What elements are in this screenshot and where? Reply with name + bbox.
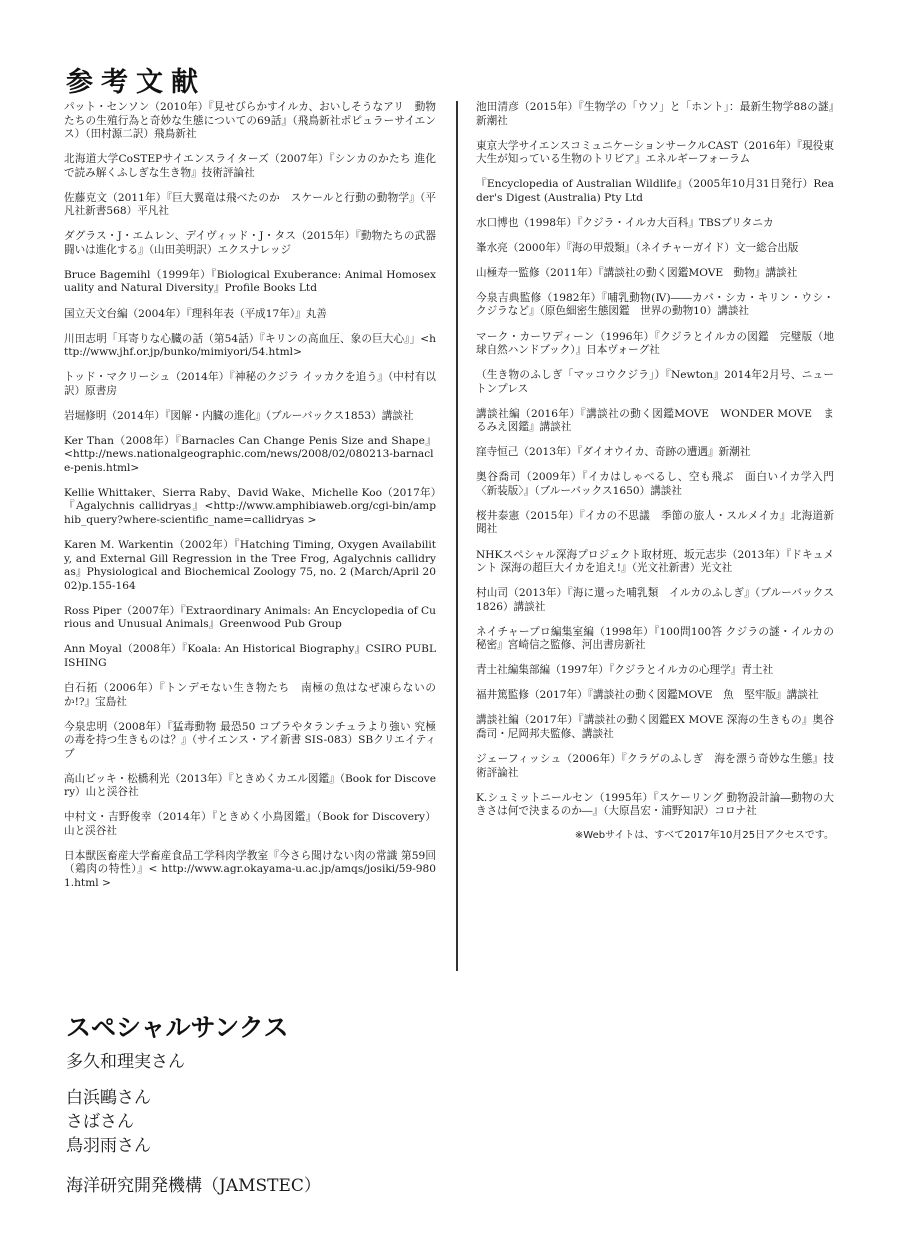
special-thanks-list — [66, 1050, 321, 1198]
reference-entry: 今泉吉典監修（1982年）『哺乳動物(Ⅳ)――カバ・シカ・キリン・ウシ・クジラなど』（原色細密生態図鑑 世界の動物10）講談社 — [476, 291, 834, 318]
references-right-column — [476, 101, 834, 843]
thanks-name: さばさん — [66, 1112, 134, 1132]
reference-entry: 村山司（2013年）『海に還った哺乳類 イルカのふしぎ』（ブルーバックス1826）講談社 — [476, 587, 834, 613]
reference-entry: 山極寿一監修（2011年）『講談社の動く図鑑MOVE 動物』講談社 — [476, 266, 798, 279]
reference-entry: Ross Piper（2007年）『Extraordinary Animals: An Encyclopedia of Curious and Unusual Animals』Greenwood Pub Group — [64, 604, 436, 631]
reference-entry: 東京大学サイエンスコミュニケーションサークルCAST（2016年）『現役東大生が知っている生物のトリビア』エネルギーフォーラム — [476, 139, 834, 166]
special-thanks-heading: スペシャルサンクス — [66, 1013, 289, 1042]
references-left-column — [64, 101, 447, 902]
reference-entry: 池田清彦（2015年）『生物学の「ウソ」と「ホント」：最新生物学88の謎』新潮社 — [476, 101, 834, 127]
reference-entry: 福井篤監修（2017年）『講談社の動く図鑑MOVE 魚 堅牢版』講談社 — [476, 689, 819, 702]
reference-entry: 岩堀修明（2014年）『図解・内臓の進化』（ブルーバックス1853）講談社 — [64, 409, 414, 422]
reference-entry: 窪寺恒己（2013年）『ダイオウイカ、奇跡の遭遇』新潮社 — [476, 446, 751, 459]
reference-entry: 青土社編集部編（1997年）『クジラとイルカの心理学』青土社 — [476, 664, 774, 677]
reference-entry: NHKスペシャル深海プロジェクト取材班、坂元志歩（2013年）『ドキュメント 深海の超巨大イカを追え!』（光文社新書）光文社 — [476, 548, 834, 575]
reference-entry: 峯水亮（2000年）『海の甲殻類』（ネイチャーガイド）文一総合出版 — [476, 241, 799, 254]
reference-entry: 今泉忠明（2008年）『猛毒動物 最恐50 コブラやタランチュラより強い 究極の毒を持つ生きものは？』（サイエンス・アイ新書 SIS-083）SBクリエイティブ — [64, 720, 436, 760]
reference-entry: Bruce Bagemihl（1999年）『Biological Exuberance: Animal Homosexuality and Natural Diversity』Profile Books Ltd — [64, 268, 436, 295]
reference-entry: Ker Than（2008年）『Barnacles Can Change Penis Size and Shape』<http://news.nationalgeographic.com/news/2008/02/080213-barnacle-penis.html> — [64, 434, 436, 474]
reference-entry: 桜井泰憲（2015年）『イカの不思議 季節の旅人・スルメイカ』北海道新聞社 — [476, 509, 834, 536]
reference-entry: 高山ビッキ・松橋利光（2013年）『ときめくカエル図鑑』（Book for Discovery）山と渓谷社 — [64, 772, 436, 799]
reference-entry: 奥谷喬司（2009年）『イカはしゃべるし、空も飛ぶ 面白いイカ学入門〈新装版〉』（ブルーバックス1650）講談社 — [476, 471, 834, 497]
reference-entry: 北海道大学CoSTEPサイエンスライターズ（2007年）『シンカのかたち 進化で読み解くふしぎな生き物』技術評論社 — [64, 153, 436, 179]
reference-entry: 川田志明「耳寄りな心臓の話（第54話）『キリンの高血圧、象の巨大心』」<http://www.jhf.or.jp/bunko/mimiyori/54.html> — [64, 332, 436, 359]
reference-entry: K.シュミットニールセン（1995年）『スケーリング 動物設計論―動物の大きさは何で決まるのか―』（大原昌宏・浦野知訳）コロナ社 — [476, 791, 834, 818]
reference-entry: 国立天文台編（2004年）『理科年表（平成17年）』丸善 — [64, 307, 327, 320]
column-divider — [456, 101, 458, 971]
thanks-name: 多久和理実さん — [66, 1052, 185, 1072]
reference-entry: ネイチャープロ編集室編（1998年）『100問100答 クジラの謎・イルカの秘密』宮崎信之監修、河出書房新社 — [476, 625, 834, 652]
thanks-name: 白浜鷗さん — [66, 1088, 151, 1108]
reference-entry: 『Encyclopedia of Australian Wildlife』（2005年10月31日発行）Reader's Digest (Australia) Pty Ltd — [476, 178, 834, 204]
reference-entry: 講談社編（2017年）『講談社の動く図鑑EX MOVE 深海の生きもの』奥谷喬司・尼岡邦夫監修、講談社 — [476, 714, 834, 740]
reference-entry: 日本獣医畜産大学畜産食品工学科肉学教室『今さら聞けない肉の常識 第59回（鶏肉の特性）』< http://www.agr.okayama-u.ac.jp/amqs/josiki/59-9801.html > — [64, 849, 436, 889]
reference-entry: 白石拓（2006年）『トンデモない生き物たち 南極の魚はなぜ凍らないのか!?』宝島社 — [64, 681, 436, 708]
thanks-name: 鳥羽雨さん — [66, 1136, 151, 1156]
reference-entry: Kellie Whittaker、Sierra Raby、David Wake、Michelle Koo（2017年）『Agalychnis callidryas』<http://www.amphibiaweb.org/cgi-bin/amphib_query?where-scientific_name=callidryas > — [64, 486, 436, 527]
reference-entry: ジェーフィッシュ（2006年）『クラゲのふしぎ 海を漂う奇妙な生態』技術評論社 — [476, 753, 834, 779]
reference-entry: 佐藤克文（2011年）『巨大翼竜は飛べたのか スケールと行動の動物学』（平凡社新書568）平凡社 — [64, 191, 436, 218]
reference-entry: 水口博也（1998年）『クジラ・イルカ大百科』TBSブリタニカ — [476, 216, 774, 229]
reference-entry: Ann Moyal（2008年）『Koala: An Historical Biography』CSIRO PUBLISHING — [64, 643, 436, 669]
reference-entry: マーク・カーワディーン（1996年）『クジラとイルカの図鑑 完璧版（地球自然ハンドブック）』日本ヴォーグ社 — [476, 330, 834, 357]
web-access-note: ※Webサイトは、すべて2017年10月25日アクセスです。 — [574, 830, 834, 842]
reference-entry: ダグラス・J・エムレン、デイヴィッド・J・タス（2015年）『動物たちの武器 闘いは進化する』（山田美明訳）エクスナレッジ — [64, 230, 447, 256]
reference-entry: パット・センソン（2010年）『見せびらかすイルカ、おいしそうなアリ 動物たちの生殖行為と奇妙な生態についての69話』（飛鳥新社ポピュラーサイエンス）（田村源二訳）飛鳥新社 — [64, 101, 436, 141]
thanks-name: 海洋研究開発機構（JAMSTEC） — [66, 1176, 321, 1196]
reference-entry: 講談社編（2016年）『講談社の動く図鑑MOVE WONDER MOVE まるみえ図鑑』講談社 — [476, 407, 834, 434]
reference-entry: トッド・マクリーシュ（2014年）『神秘のクジラ イッカクを追う』（中村有以訳）原書房 — [64, 371, 436, 397]
reference-entry: 中村文・吉野俊幸（2014年）『ときめく小鳥図鑑』（Book for Discovery）山と渓谷社 — [64, 811, 436, 837]
reference-entry: Karen M. Warkentin（2002年）『Hatching Timing, Oxygen Availability, and External Gill Regression in the Tree Frog, Agalychnis callidryas』Physiological and Biochemical Zoology 75, no. 2 (March/April 2002)p.155-164 — [64, 539, 436, 592]
references-heading: 参考文献 — [66, 67, 206, 98]
reference-entry: （生き物のふしぎ「マッコウクジラ」）『Newton』2014年2月号、ニュートンプレス — [476, 369, 834, 395]
